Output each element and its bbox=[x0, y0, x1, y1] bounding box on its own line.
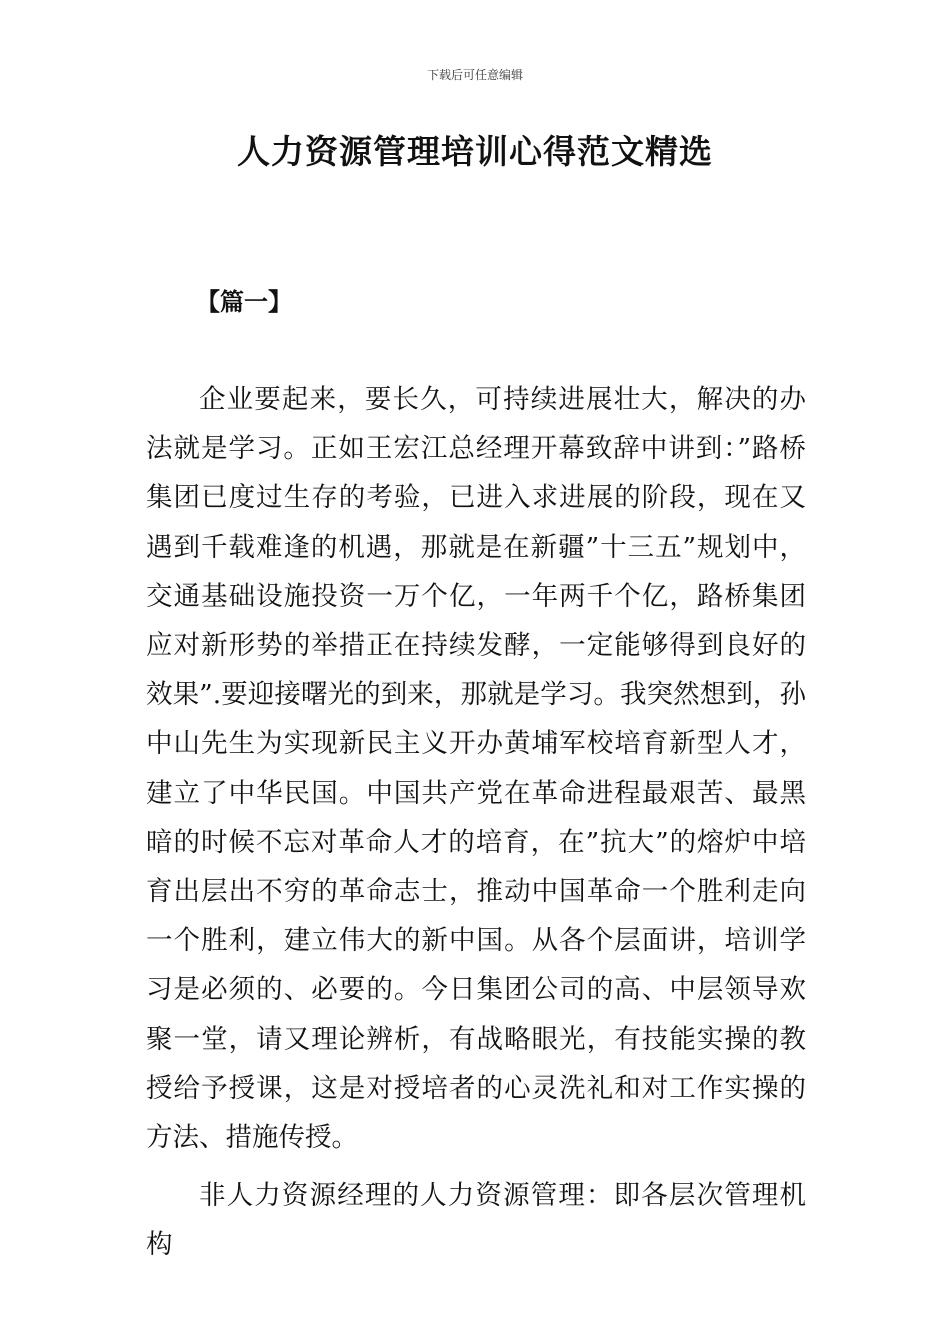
body-paragraph-1: 企业要起来，要长久，可持续进展壮大，解决的办法就是学习。正如王宏江总经理开幕致辞中讲到：”路桥集团已度过生存的考验，已进入求进展的阶段，现在又遇到千载难逢的机遇，那就是在新疆”十三五”规划中，交通基础设施投资一万个亿，一年两千个亿，路桥集团应对新形势的举措正在持续发酵，一定能够得到良好的效果”.要迎接曙光的到来，那就是学习。我突然想到，孙中山先生为实现新民主义开办黄埔军校培育新型人才，建立了中华民国。中国共产党在革命进程最艰苦、最黑暗的时候不忘对革命人才的培育，在”抗大”的熔炉中培育出层出不穷的革命志士，推动中国革命一个胜利走向一个胜利，建立伟大的新中国。从各个层面讲，培训学习是必须的、必要的。今日集团公司的高、中层领导欢聚一堂，请又理论辨析，有战略眼光，有技能实操的教授给予授课，这是对授培者的心灵洗礼和对工作实操的方法、措施传授。 bbox=[146, 384, 806, 1154]
section-label: 【篇一】 bbox=[196, 288, 292, 316]
body-paragraph-2: 非人力资源经理的人力资源管理：即各层次管理机构 bbox=[146, 1180, 806, 1261]
document-title: 人力资源管理培训心得范文精选 bbox=[237, 132, 713, 171]
page-header-note: 下载后可任意编辑 bbox=[426, 68, 523, 82]
